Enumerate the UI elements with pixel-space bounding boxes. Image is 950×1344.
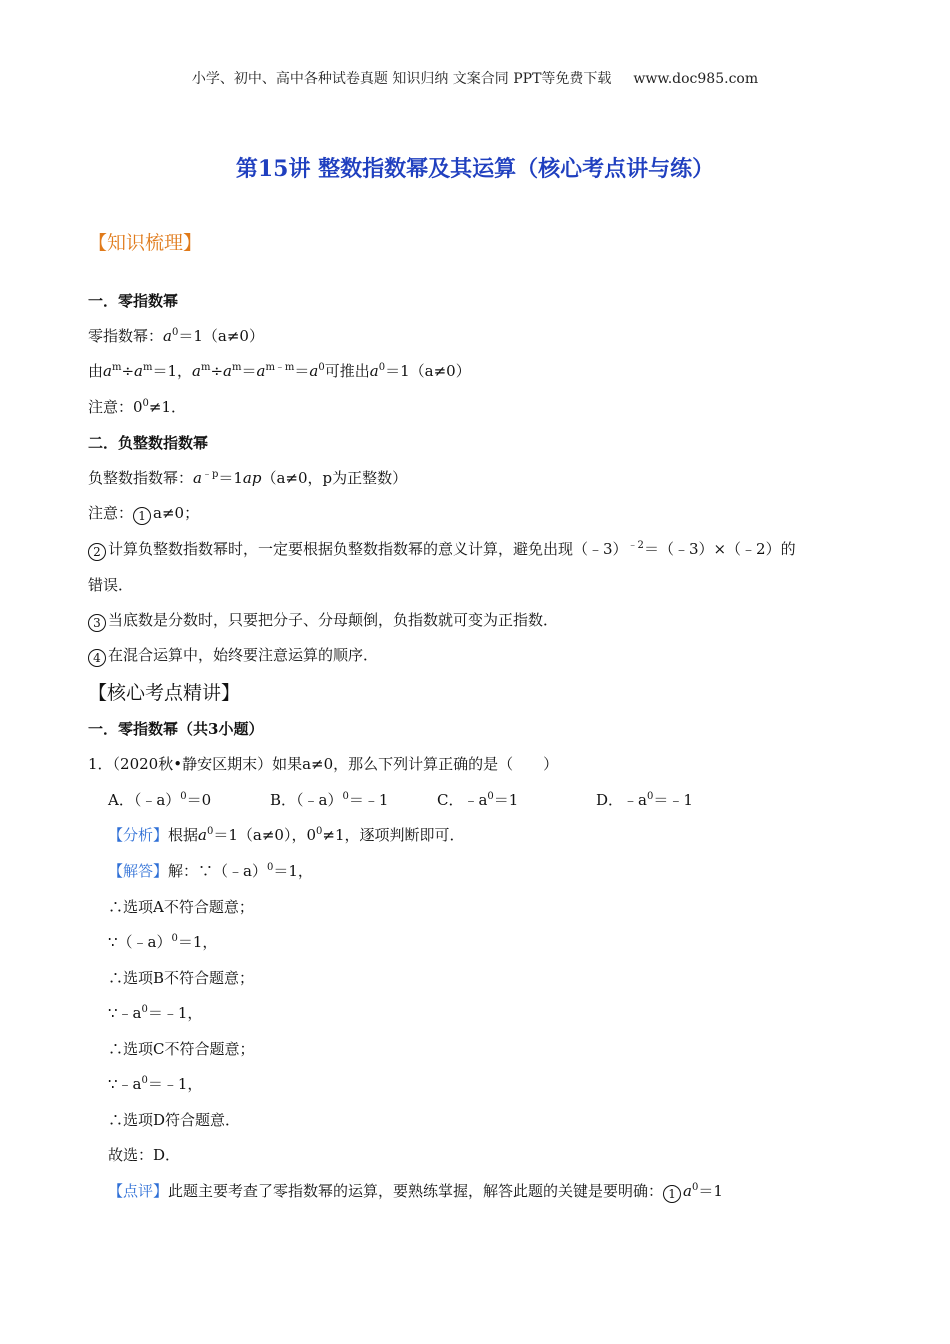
option-d: D．$﹣a^0=﹣1$ [596,791,693,809]
answer-line-2: ∵（﹣a）$^0$＝1， [108,933,218,951]
circled-number: 4 [88,649,106,667]
option-a: A．（﹣a）$^0$＝0 [108,791,212,809]
note-1: 注意： 1 a≠0； [88,504,200,523]
zero-exponent-note: 注意：$0^0\ne 1$． [88,398,187,416]
knowledge-heading: 【知识梳理】 [88,232,203,254]
answer: 【解答】解：∵（﹣a）$^0$＝1， [108,862,313,880]
note-3: 3 当底数是分数时，只要把分子、分母颠倒，负指数就可变为正指数． [88,609,558,632]
answer-tag: 【解答】 [108,862,169,880]
core-heading: 【核心考点精讲】 [88,682,241,704]
circled-number: 3 [88,614,106,632]
note-2-continued: 错误． [88,576,134,594]
answer-line-7: ∴选项D符合题意． [108,1111,241,1129]
comment: 【点评】此题主要考查了零指数幂的运算，要熟练掌握，解答此题的关键是要明确： 1 $a^0=1$ [108,1182,723,1201]
answer-line-4: $\because﹣a^0=﹣1$， [108,1004,203,1022]
answer-line-6: $\because﹣a^0=﹣1$， [108,1075,203,1093]
zero-exponent-definition: 零指数幂：$a^0=1(a\ne 0)$ [88,327,264,345]
option-c: C．$﹣a^0=1$ [437,791,519,809]
negative-exponent-definition: 负整数指数幂：$a^{﹣p}=1ap(a\ne 0$，p为正整数） [88,469,408,487]
section2-title: 二．负整数指数幂 [88,434,209,452]
zero-exponent-derivation: 由$a^m\div a^m=1$，$a^m\div a^m=a^{m﹣m}=a^0$可推出$a^0=1(a\ne 0)$ [88,362,471,380]
document-title: 第15讲 整数指数幂及其运算（核心考点讲与练） [235,156,715,182]
circled-number: 1 [663,1185,681,1203]
note-2: 2 计算负整数指数幂时，一定要根据负整数指数幂的意义计算，避免出现（﹣3）$^{﹣2}$＝（﹣3）×（﹣2）的 [88,538,796,561]
section1-title: 一．零指数幂 [88,292,179,310]
question-1: 1．（2020秋•静安区期末）如果a≠0，那么下列计算正确的是（ ） [88,755,559,773]
analysis: 【分析】根据$a^0=1(a\ne 0)$，$0^0\ne 1$，逐项判断即可． [108,826,465,844]
comment-tag: 【点评】 [108,1182,169,1200]
option-b: B．（﹣a）$^0$＝﹣1 [270,791,389,809]
answer-line-1: ∴选项A不符合题意； [108,898,254,916]
circled-number: 2 [88,543,106,561]
answer-line-5: ∴选项C不符合题意； [108,1040,255,1058]
answer-line-3: ∴选项B不符合题意； [108,969,255,987]
header-text: 小学、初中、高中各种试卷真题 知识归纳 文案合同 PPT等免费下载 [191,71,612,87]
page-header [0,68,950,88]
note-4: 4 在混合运算中，始终要注意运算的顺序． [88,644,378,667]
header-site: www.doc985.com [633,71,759,87]
answer-line-8: 故选：D． [108,1146,181,1164]
core-sub1: 一．零指数幂（共3小题） [88,720,264,738]
circled-number: 1 [133,507,151,525]
analysis-tag: 【分析】 [108,826,169,844]
